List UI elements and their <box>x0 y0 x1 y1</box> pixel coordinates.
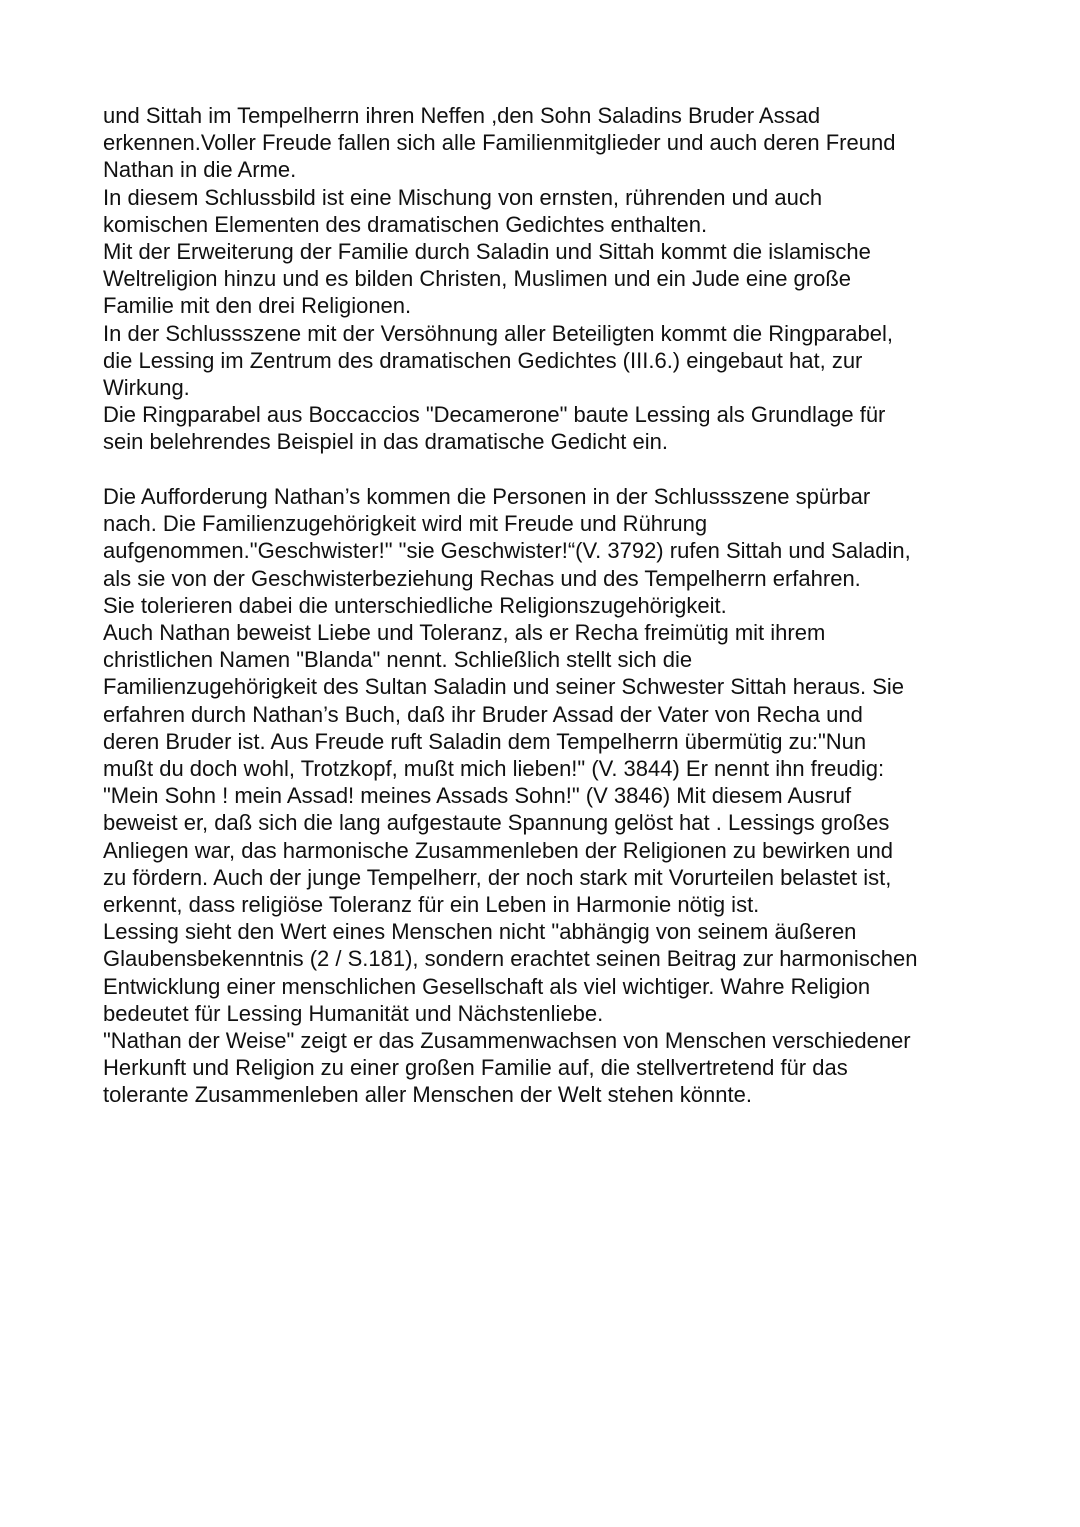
text-line: aufgenommen."Geschwister!" "sie Geschwister!“(V. 3792) rufen Sittah und Saladin, <box>103 538 911 564</box>
text-line: sein belehrendes Beispiel in das dramatische Gedicht ein. <box>103 429 668 455</box>
text-line: Familie mit den drei Religionen. <box>103 293 412 319</box>
text-line: Die Aufforderung Nathan’s kommen die Personen in der Schlussszene spürbar <box>103 484 871 509</box>
text-line: nach. Die Familienzugehörigkeit wird mit Freude und Rührung <box>103 511 708 537</box>
text-line: komischen Elementen des dramatischen Gedichtes enthalten. <box>103 211 708 237</box>
text-line: Nathan in die Arme. <box>103 157 297 183</box>
text-line: deren Bruder ist. Aus Freude ruft Saladin dem Tempelherrn übermütig zu:"Nun <box>103 728 867 754</box>
text-line: In der Schlussszene mit der Versöhnung aller Beteiligten kommt die Ringparabel, <box>103 320 893 346</box>
text-line: erfahren durch Nathan’s Buch, daß ihr Bruder Assad der Vater von Recha und <box>103 701 863 727</box>
text-line: tolerante Zusammenleben aller Menschen der Welt stehen könnte. <box>103 1082 752 1108</box>
text-line: Mit der Erweiterung der Familie durch Saladin und Sittah kommt die islamische <box>103 239 871 265</box>
text-line: Die Ringparabel aus Boccaccios "Decamerone" baute Lessing als Grundlage für <box>103 402 886 428</box>
text-line: als sie von der Geschwisterbeziehung Rechas und des Tempelherrn erfahren. <box>103 565 861 591</box>
text-line: In diesem Schlussbild ist eine Mischung von ernsten, rührenden und auch <box>103 184 823 210</box>
text-line: erkennen.Voller Freude fallen sich alle Familienmitglieder und auch deren Freund <box>103 130 896 156</box>
text-line: Wirkung. <box>103 375 190 401</box>
text-line: Herkunft und Religion zu einer großen Familie auf, die stellvertretend für das <box>103 1055 848 1081</box>
text-line: "Nathan der Weise" zeigt er das Zusammenwachsen von Menschen verschiedener <box>103 1028 911 1054</box>
text-line: christlichen Namen "Blanda" nennt. Schließlich stellt sich die <box>103 647 693 673</box>
text-line: Familienzugehörigkeit des Sultan Saladin und seiner Schwester Sittah heraus. Sie <box>103 674 905 700</box>
paragraph-block-2 <box>103 483 1003 1109</box>
text-line: erkennt, dass religiöse Toleranz für ein Leben in Harmonie nötig ist. <box>103 892 760 918</box>
text-line: Sie tolerieren dabei die unterschiedliche Religionszugehörigkeit. <box>103 592 727 618</box>
paragraph-block-1 <box>103 102 1003 456</box>
text-line: und Sittah im Tempelherrn ihren Neffen ,den Sohn Saladins Bruder Assad <box>103 103 821 128</box>
text-line: "Mein Sohn ! mein Assad! meines Assads Sohn!" (V 3846) Mit diesem Ausruf <box>103 783 852 809</box>
text-line: Auch Nathan beweist Liebe und Toleranz, als er Recha freimütig mit ihrem <box>103 620 826 646</box>
text-line: die Lessing im Zentrum des dramatischen Gedichtes (III.6.) eingebaut hat, zur <box>103 347 863 373</box>
text-line: Anliegen war, das harmonische Zusammenleben der Religionen zu bewirken und <box>103 837 894 863</box>
text-line: bedeutet für Lessing Humanität und Nächstenliebe. <box>103 1000 604 1026</box>
text-line: Lessing sieht den Wert eines Menschen nicht "abhängig von seinem äußeren <box>103 919 857 945</box>
text-line: mußt du doch wohl, Trotzkopf, mußt mich lieben!" (V. 3844) Er nennt ihn freudig: <box>103 756 885 782</box>
text-line: Glaubensbekenntnis (2 / S.181), sondern erachtet seinen Beitrag zur harmonischen <box>103 946 918 972</box>
text-line: zu fördern. Auch der junge Tempelherr, der noch stark mit Vorurteilen belastet ist, <box>103 864 892 890</box>
text-line: Entwicklung einer menschlichen Gesellschaft als viel wichtiger. Wahre Religion <box>103 973 871 999</box>
text-line: beweist er, daß sich die lang aufgestaute Spannung gelöst hat . Lessings großes <box>103 810 890 836</box>
text-line: Weltreligion hinzu und es bilden Christen, Muslimen und ein Jude eine große <box>103 266 852 292</box>
